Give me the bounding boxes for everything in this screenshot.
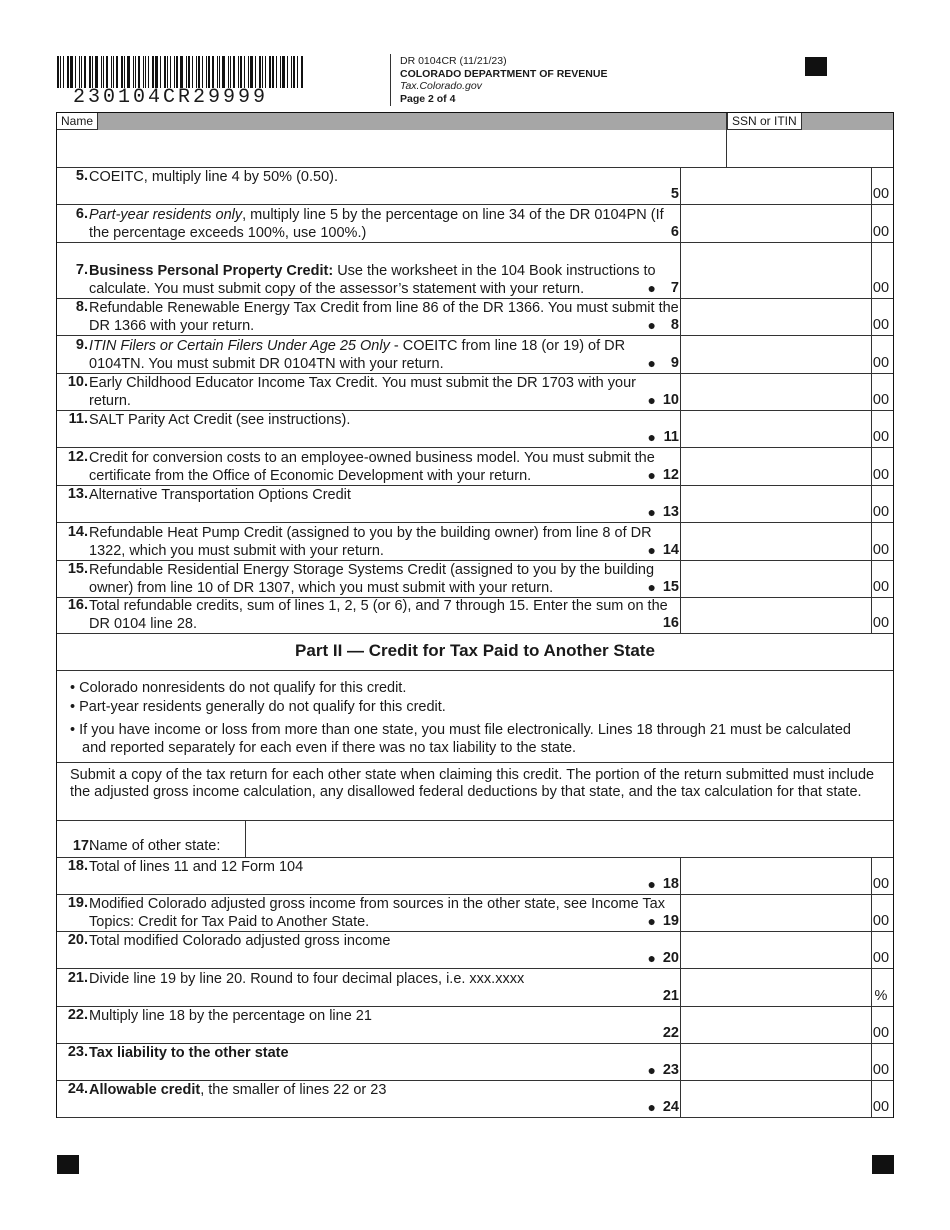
barcode-bar <box>255 56 256 88</box>
line-20-row <box>57 932 893 969</box>
line-18-amount-input[interactable] <box>682 858 870 894</box>
line-description <box>89 299 679 335</box>
cents-label: 00 <box>872 615 890 631</box>
line-text: COEITC, multiply line 4 by 50% (0.50). <box>89 169 339 185</box>
line-7-row <box>57 243 893 299</box>
barcode-bar <box>297 56 298 88</box>
required-dot-icon: ● <box>647 913 656 929</box>
required-dot-icon: ● <box>647 876 656 892</box>
barcode-bar <box>170 56 171 88</box>
line-number: 23. <box>67 1044 88 1060</box>
form-id: DR 0104CR (11/21/23) <box>400 55 507 67</box>
barcode-bar <box>133 56 134 88</box>
barcode-bar <box>212 56 214 88</box>
line-description <box>89 970 679 988</box>
line-12-amount-input[interactable] <box>682 449 870 485</box>
part1-bottom <box>57 633 893 634</box>
line-reference: 11 <box>663 429 679 445</box>
line-18-row <box>57 857 893 895</box>
bullet-part-year: • Part-year residents generally do not qualify for this credit. <box>70 699 446 715</box>
barcode-bar <box>230 56 231 88</box>
amount-left-border <box>680 969 681 1007</box>
line-description <box>89 486 679 504</box>
line-description <box>89 337 679 373</box>
barcode-bar <box>250 56 253 88</box>
amount-left-border <box>680 561 681 598</box>
cents-label: 00 <box>872 542 890 558</box>
barcode-bar <box>206 56 207 88</box>
amount-left-border <box>680 1007 681 1044</box>
barcode-bar <box>217 56 218 88</box>
barcode-bar <box>228 56 229 88</box>
line-italic-label: ITIN Filers or Certain Filers Under Age 25 Only <box>89 338 390 354</box>
line-5-row <box>57 167 893 205</box>
line-description <box>89 932 679 950</box>
barcode-bar <box>67 56 69 88</box>
line-22-amount-input[interactable] <box>682 1008 870 1043</box>
ssn-label: SSN or ITIN <box>727 113 802 130</box>
amount-left-border <box>680 299 681 336</box>
line-reference: 6 <box>670 224 679 240</box>
amount-left-border <box>680 167 681 205</box>
line-reference: 14 <box>662 542 679 558</box>
line-description <box>89 1007 679 1025</box>
required-dot-icon: ● <box>647 429 656 445</box>
barcode-bar <box>198 56 200 88</box>
line-description <box>89 168 679 186</box>
registration-mark <box>57 1155 79 1174</box>
line-text: Use the worksheet in the 104 Book instructions to calculate. You must submit copy of the assessor’s statement with your return. <box>89 263 656 297</box>
line-9-amount-input[interactable] <box>682 337 870 373</box>
line-reference: 19 <box>662 913 679 929</box>
line-5-amount-input[interactable] <box>682 168 870 204</box>
cents-label: % <box>874 988 888 1004</box>
barcode-bar <box>152 56 154 88</box>
barcode-bar <box>92 56 93 88</box>
barcode-bar <box>167 56 168 88</box>
amount-left-border <box>680 895 681 932</box>
barcode-bar <box>143 56 144 88</box>
barcode-bar <box>293 56 295 88</box>
cents-label: 00 <box>872 876 890 892</box>
line17-number: 17. <box>72 838 93 854</box>
line-number: 11. <box>68 411 88 427</box>
line-number: 21. <box>67 970 88 986</box>
barcode-bar <box>186 56 187 88</box>
line-description <box>89 374 679 410</box>
line-number: 13. <box>67 486 88 502</box>
line-reference: 13 <box>662 504 679 520</box>
cents-label: 00 <box>872 280 890 296</box>
barcode-bar <box>196 56 197 88</box>
barcode-bar <box>138 56 140 88</box>
line-reference: 5 <box>670 186 679 202</box>
line-italic-label: Part-year residents only <box>89 207 243 223</box>
line-24-row <box>57 1081 893 1118</box>
cents-label: 00 <box>872 317 890 333</box>
line-text: Divide line 19 by line 20. Round to four decimal places, i.e. xxx.xxxx <box>89 971 525 987</box>
cents-label: 00 <box>872 1099 890 1115</box>
cents-label: 00 <box>872 224 890 240</box>
line-reference: 18 <box>662 876 679 892</box>
line-text: Refundable Heat Pump Credit (assigned to you by the building owner) from line 8 of DR 1322, which you must submit with your return. <box>89 525 652 559</box>
line-number: 5. <box>75 168 88 184</box>
line-number: 10. <box>67 374 88 390</box>
line-reference: 7 <box>670 280 679 296</box>
line-10-row <box>57 374 893 411</box>
cents-label: 00 <box>872 1062 890 1078</box>
line-text: Modified Colorado adjusted gross income from sources in the other state, see Income Tax Topics: Credit for Tax Paid to Another State. <box>89 896 665 930</box>
line-7-amount-input[interactable] <box>682 244 870 298</box>
barcode-bar <box>192 56 193 88</box>
barcode-bar <box>95 56 98 88</box>
barcode-bar <box>60 56 61 88</box>
required-dot-icon: ● <box>647 1099 656 1115</box>
barcode-bar <box>84 56 86 88</box>
barcode-bar <box>208 56 210 88</box>
line-reference: 24 <box>662 1099 679 1115</box>
required-dot-icon: ● <box>647 355 656 371</box>
registration-mark <box>872 1155 894 1174</box>
line-text: Refundable Renewable Energy Tax Credit from line 86 of the DR 1366. You must submit the DR 1366 with your return. <box>89 300 679 334</box>
line-reference: 9 <box>670 355 679 371</box>
line-text: Alternative Transportation Options Credit <box>89 487 351 503</box>
line-11-amount-input[interactable] <box>682 412 870 447</box>
barcode-bar <box>81 56 82 88</box>
barcode-bar <box>291 56 292 88</box>
barcode-bar <box>244 56 245 88</box>
line-12-row <box>57 448 893 486</box>
line-description <box>89 262 679 298</box>
barcode-bar <box>135 56 136 88</box>
line-6-row <box>57 205 893 243</box>
barcode-bar <box>265 56 266 88</box>
barcode-bar <box>202 56 203 88</box>
line-number: 6. <box>75 206 88 222</box>
barcode-bar <box>75 56 76 88</box>
page-number: Page 2 of 4 <box>400 92 456 105</box>
line-15-row <box>57 561 893 598</box>
line-description <box>89 449 679 485</box>
line-description <box>89 561 679 597</box>
website: Tax.Colorado.gov <box>400 80 482 92</box>
line-6-amount-input[interactable] <box>682 206 870 242</box>
line17-bottom <box>57 857 893 858</box>
barcode-bar <box>113 56 114 88</box>
barcode-bar <box>145 56 146 88</box>
line-number: 14. <box>67 524 88 540</box>
line-text: Total modified Colorado adjusted gross income <box>89 933 391 949</box>
cents-label: 00 <box>872 1025 890 1041</box>
line-23-row <box>57 1044 893 1081</box>
line-description <box>89 524 679 560</box>
barcode-bar <box>287 56 288 88</box>
cents-label: 00 <box>872 504 890 520</box>
amount-left-border <box>680 932 681 969</box>
line-description <box>89 1081 679 1099</box>
line-14-row <box>57 523 893 561</box>
line-bold-label: Business Personal Property Credit: <box>89 263 334 279</box>
line-number: 7. <box>75 262 88 278</box>
line-9-row <box>57 336 893 374</box>
line-reference: 23 <box>662 1062 679 1078</box>
required-dot-icon: ● <box>647 950 656 966</box>
barcode-bar <box>301 56 303 88</box>
barcode <box>57 56 309 88</box>
barcode-bar <box>269 56 271 88</box>
line-text: Multiply line 18 by the percentage on line 21 <box>89 1008 372 1024</box>
line-number: 15. <box>67 561 88 577</box>
amount-left-border <box>680 1081 681 1118</box>
line-text: SALT Parity Act Credit (see instructions). <box>89 412 351 428</box>
barcode-number: 230104CR29999 <box>73 86 269 109</box>
line-16-amount-input[interactable] <box>682 599 870 633</box>
bullet-nonresidents: • Colorado nonresidents do not qualify for this credit. <box>70 680 407 696</box>
cents-label: 00 <box>872 355 890 371</box>
barcode-bar <box>272 56 274 88</box>
line-description <box>89 597 679 633</box>
line-description <box>89 411 679 429</box>
line-reference: 16 <box>662 615 679 631</box>
line-13-amount-input[interactable] <box>682 487 870 522</box>
bullets-bottom <box>57 762 893 763</box>
line-number: 22. <box>67 1007 88 1023</box>
line-24-amount-input[interactable] <box>682 1082 870 1117</box>
amount-left-border <box>680 374 681 411</box>
amount-left-border <box>680 523 681 561</box>
header-divider <box>390 54 391 106</box>
line-number: 19. <box>67 895 88 911</box>
line-reference: 15 <box>662 579 679 595</box>
line-description <box>89 858 679 876</box>
barcode-bar <box>124 56 125 88</box>
barcode-bar <box>63 56 64 88</box>
amount-left-border <box>680 857 681 895</box>
barcode-bar <box>164 56 166 88</box>
line-bold-label: Tax liability to the other state <box>89 1045 289 1061</box>
barcode-bar <box>188 56 190 88</box>
barcode-bar <box>174 56 175 88</box>
line-number: 24. <box>67 1081 88 1097</box>
name-input[interactable] <box>58 131 726 166</box>
amount-left-border <box>680 411 681 448</box>
barcode-bar <box>111 56 112 88</box>
line-description <box>89 206 679 242</box>
barcode-bar <box>233 56 235 88</box>
cents-label: 00 <box>872 467 890 483</box>
required-dot-icon: ● <box>647 579 656 595</box>
required-dot-icon: ● <box>647 1062 656 1078</box>
line-23-amount-input[interactable] <box>682 1045 870 1080</box>
barcode-bar <box>160 56 161 88</box>
part2-title: Part II — Credit for Tax Paid to Another State <box>295 641 655 660</box>
barcode-bar <box>248 56 249 88</box>
barcode-bar <box>155 56 158 88</box>
barcode-bar <box>276 56 277 88</box>
required-dot-icon: ● <box>647 392 656 408</box>
line-description <box>89 895 679 931</box>
required-dot-icon: ● <box>647 280 656 296</box>
cents-label: 00 <box>872 950 890 966</box>
bullet-multi-state: • If you have income or loss from more than one state, you must file electronically. Lines 18 through 21 must be calculated and reported separately for each even if there was no tax liability to the state. <box>70 722 851 756</box>
barcode-bar <box>116 56 118 88</box>
line-description <box>89 1044 679 1062</box>
line-15-amount-input[interactable] <box>682 562 870 597</box>
barcode-bar <box>219 56 220 88</box>
barcode-bar <box>176 56 178 88</box>
line-text: , the smaller of lines 22 or 23 <box>200 1082 387 1098</box>
ssn-input[interactable] <box>728 131 892 166</box>
line-reference: 12 <box>662 467 679 483</box>
line-11-row <box>57 411 893 448</box>
line-bold-label: Allowable credit <box>89 1082 201 1098</box>
row-border <box>57 1117 893 1118</box>
barcode-bar <box>148 56 149 88</box>
line-8-row <box>57 299 893 336</box>
submission-note: Submit a copy of the tax return for each other state when claiming this credit. The portion of the return submitted must include the adjusted gross income calculation, any disallowed federal deductions by that state, and the tax calculation for that state. <box>70 767 875 800</box>
line-14-amount-input[interactable] <box>682 524 870 560</box>
barcode-bar <box>238 56 239 88</box>
line-19-amount-input[interactable] <box>682 896 870 931</box>
amount-left-border <box>680 1044 681 1081</box>
line-text: Refundable Residential Energy Storage Systems Credit (assigned to you by the building owner) from line 10 of DR 1307, which you must submit with your return. <box>89 562 655 596</box>
part2-title-bottom <box>57 670 893 671</box>
cents-label: 00 <box>872 392 890 408</box>
barcode-bar <box>106 56 108 88</box>
amount-left-border <box>680 486 681 523</box>
line-number: 9. <box>75 337 88 353</box>
barcode-bar <box>89 56 91 88</box>
cents-label: 00 <box>872 186 890 202</box>
line-text: Total refundable credits, sum of lines 1, 2, 5 (or 6), and 7 through 15. Enter the sum on the DR 0104 line 28. <box>89 598 668 632</box>
line-reference: 10 <box>662 392 679 408</box>
line-reference: 8 <box>670 317 679 333</box>
barcode-bar <box>280 56 281 88</box>
barcode-bar <box>79 56 80 88</box>
barcode-bar <box>70 56 73 88</box>
line-reference: 22 <box>662 1025 679 1041</box>
barcode-bar <box>103 56 104 88</box>
line-10-amount-input[interactable] <box>682 375 870 410</box>
department-name: COLORADO DEPARTMENT OF REVENUE <box>400 67 608 80</box>
required-dot-icon: ● <box>647 542 656 558</box>
line-number: 16. <box>67 597 88 613</box>
cents-label: 00 <box>872 429 890 445</box>
line-13-row <box>57 486 893 523</box>
line-text: Early Childhood Educator Income Tax Credit. You must submit the DR 1703 with your return. <box>89 375 636 409</box>
amount-left-border <box>680 336 681 374</box>
line-text: , multiply line 5 by the percentage on line 34 of the DR 0104PN (If the percentage exceeds 100%, use 100%.) <box>89 207 664 241</box>
barcode-bar <box>282 56 285 88</box>
barcode-bar <box>57 56 59 88</box>
line-text: Total of lines 11 and 12 Form 104 <box>89 859 304 875</box>
required-dot-icon: ● <box>647 504 656 520</box>
required-dot-icon: ● <box>647 467 656 483</box>
amount-left-border <box>680 448 681 486</box>
line-text: - COEITC from line 18 (or 19) of DR 0104TN. You must submit DR 0104TN with your return. <box>89 338 626 372</box>
cents-label: 00 <box>872 913 890 929</box>
line-21-amount-input[interactable] <box>682 970 870 1006</box>
barcode-bar <box>222 56 225 88</box>
registration-mark <box>805 57 827 76</box>
barcode-bar <box>180 56 183 88</box>
barcode-bar <box>101 56 102 88</box>
line-number: 18. <box>67 858 88 874</box>
line-21-row <box>57 969 893 1007</box>
line-number: 8. <box>75 299 88 315</box>
line-19-row <box>57 895 893 932</box>
line-number: 20. <box>67 932 88 948</box>
amount-left-border <box>680 243 681 299</box>
line-8-amount-input[interactable] <box>682 300 870 335</box>
barcode-bar <box>127 56 130 88</box>
barcode-bar <box>262 56 263 88</box>
note-bottom <box>57 820 893 821</box>
line-reference: 20 <box>662 950 679 966</box>
barcode-bar <box>240 56 242 88</box>
barcode-bar <box>259 56 261 88</box>
line17-label: Name of other state: <box>89 838 221 854</box>
line-20-amount-input[interactable] <box>682 933 870 968</box>
other-state-input[interactable] <box>247 822 891 856</box>
required-dot-icon: ● <box>647 317 656 333</box>
line-reference: 21 <box>662 988 679 1004</box>
cents-label: 00 <box>872 579 890 595</box>
name-label: Name <box>57 113 98 130</box>
name-ssn-divider <box>726 113 727 167</box>
form-header <box>400 55 607 105</box>
barcode-bar <box>121 56 123 88</box>
amount-left-border <box>680 598 681 634</box>
line17-divider <box>245 820 246 858</box>
line-text: Credit for conversion costs to an employee-owned business model. You must submit the certificate from the Office of Economic Development with your return. <box>89 450 655 484</box>
amount-left-border <box>680 205 681 243</box>
line-22-row <box>57 1007 893 1044</box>
line-number: 12. <box>67 449 88 465</box>
line-16-row <box>57 598 893 634</box>
